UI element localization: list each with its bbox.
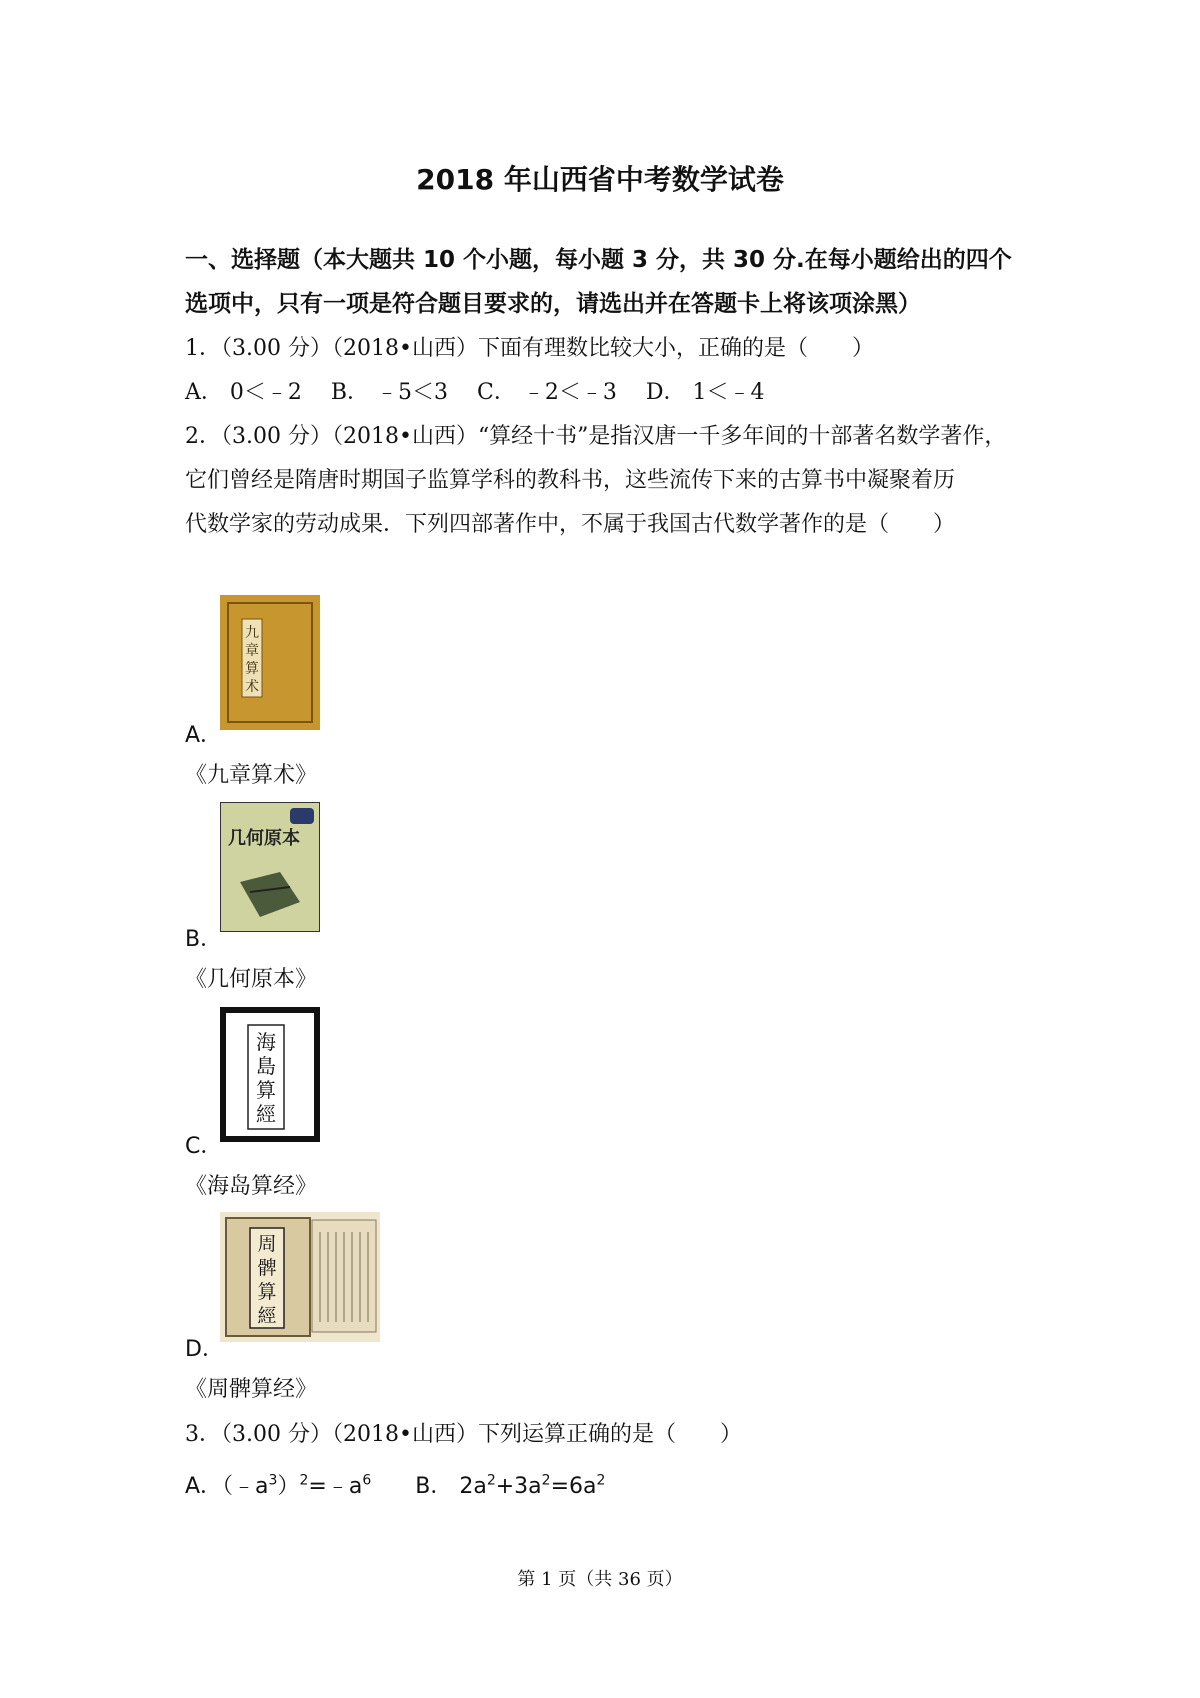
q2-option-b-name: 《几何原本》 (185, 967, 318, 992)
q2-option-c-name: 《海岛算经》 (185, 1174, 318, 1199)
q1-option-a: A． 0＜﹣2 (185, 380, 302, 405)
question-1-stem: 1．（3.00 分）（2018•山西）下面有理数比较大小，正确的是（ ） (185, 336, 874, 361)
q1-option-c: C． ﹣2＜﹣3 (477, 380, 617, 405)
page-footer: 第 1 页（共 36 页） (517, 1569, 683, 1590)
q2-option-a-letter: A． (185, 723, 223, 748)
q1-option-b: B． ﹣5＜3 (330, 380, 449, 405)
question-3-options (185, 1466, 1045, 1502)
q2-option-d-letter: D． (185, 1337, 224, 1362)
q1-option-d: D． 1＜﹣4 (645, 380, 765, 405)
question-1-options (185, 378, 1045, 408)
q2-option-b-letter: B． (185, 927, 223, 952)
question-2-stem-line3: 代数学家的劳动成果．下列四部著作中，不属于我国古代数学著作的是（ ） (185, 512, 956, 537)
cover-text-char: 髀 (257, 1257, 277, 1279)
cover-text-char: 經 (256, 1102, 276, 1126)
cover-text-char: 章 (245, 643, 259, 659)
cover-text-char: 九 (245, 625, 259, 641)
cover-bg (220, 595, 320, 730)
cover-text-char: 算 (257, 1281, 277, 1303)
cover-text-char: 术 (245, 679, 259, 695)
section-heading-line1: 一、选择题（本大题共 10 个小题，每小题 3 分，共 30 分.在每小题给出的四个 (185, 247, 1012, 273)
cover-text-char: 島 (256, 1054, 276, 1078)
cover-badge (290, 808, 314, 824)
question-3-stem: 3．（3.00 分）（2018•山西）下列运算正确的是（ ） (185, 1422, 742, 1447)
cover-text-char: 算 (245, 661, 259, 677)
cover-text-char: 海 (256, 1030, 276, 1054)
book-cover-jiuzhang-suanshu (220, 595, 320, 730)
book-cover-jihe-yuanben (220, 802, 320, 932)
q3-option-b: B． $2a^2+3a^2=6a^2$ (415, 1473, 606, 1500)
section-heading-line2: 选项中，只有一项是符合题目要求的，请选出并在答题卡上将该项涂黑） (185, 291, 921, 317)
page-title: 2018 年山西省中考数学试卷 (416, 163, 784, 196)
cover-text-char: 周 (257, 1233, 277, 1255)
question-2-stem-line2: 它们曾经是隋唐时期国子监算学科的教科书，这些流传下来的古算书中凝聚着历 (185, 468, 956, 493)
q2-option-a-name: 《九章算术》 (185, 763, 318, 788)
cover-title: 几何原本 (228, 828, 300, 849)
book-cover-zhoubi-suanjing (220, 1212, 380, 1342)
question-2-stem-line1: 2．（3.00 分）（2018•山西）“算经十书”是指汉唐一千多年间的十部著名数学著作， (185, 424, 1007, 449)
cover-text-char: 經 (257, 1305, 277, 1327)
q2-option-d-name: 《周髀算经》 (185, 1377, 318, 1402)
book-cover-haidao-suanjing (220, 1007, 320, 1142)
cover-text-char: 算 (256, 1078, 276, 1102)
q2-option-c-letter: C． (185, 1134, 223, 1159)
q3-option-a: A．$(﹣a^3)^2=﹣a^6$ (185, 1473, 372, 1500)
